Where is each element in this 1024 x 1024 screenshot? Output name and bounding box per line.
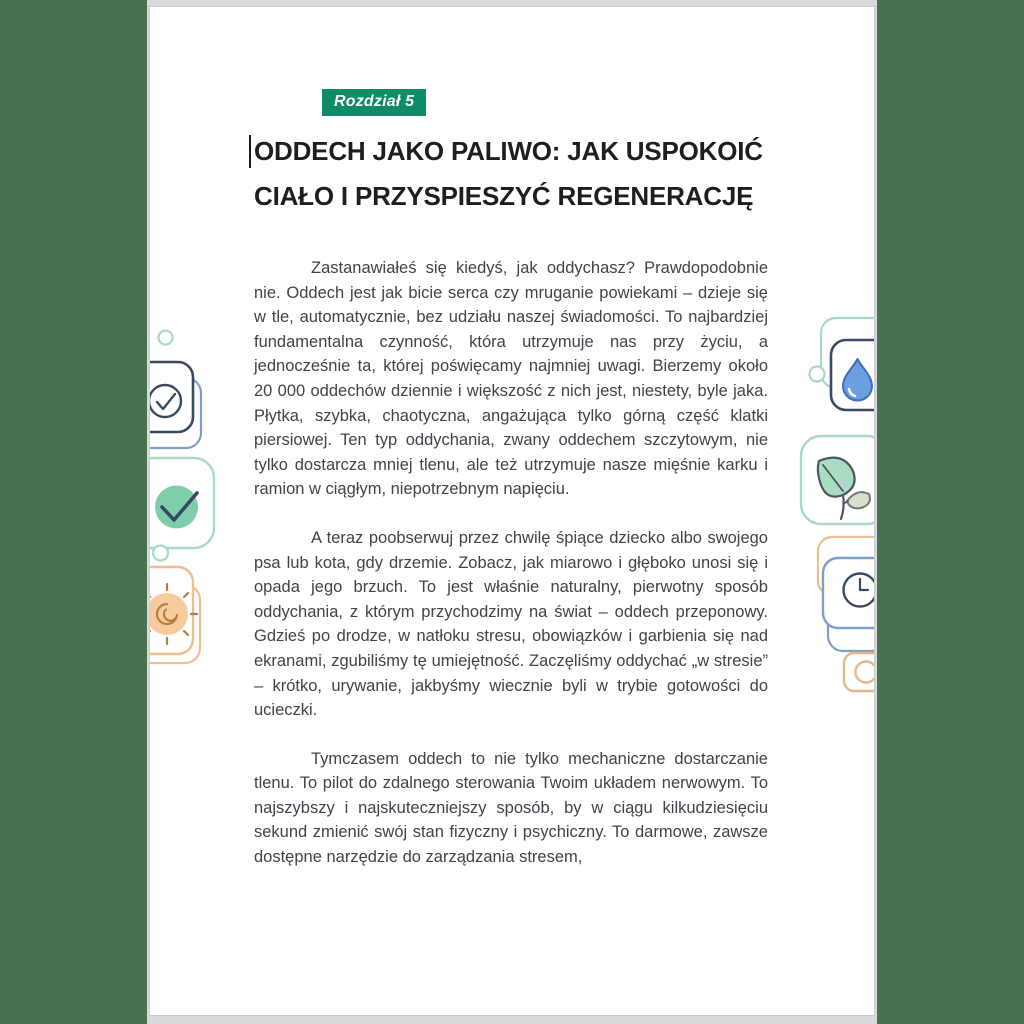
document-page[interactable] [149, 6, 875, 1016]
water-drop-icon [795, 312, 875, 427]
page-title [254, 129, 768, 219]
chapter-badge: Rozdział 5 [322, 89, 426, 116]
paragraph: Zastanawiałeś się kiedyś, jak oddychasz? Prawdopodobnie nie. Oddech jest jak bicie serca czy mruganie powiekami – dzieje się w tle, automatycznie, bez udziału naszej świadomości. To najbardziej fundamentalna czynność, która utrzymuje nas przy życiu, a jednocześnie ta, której poświęcamy najmniej uwagi. Bierzemy około 20 000 oddechów dziennie i większość z nich jest, niestety, byle jaka. Płytka, szybka, chaotyczna, angażująca tylko górną część klatki piersiowej. Ten typ oddychania, zwany oddechem szczytowym, nie tylko dostarcza mniej tlenu, ale też utrzymuje nasze mięśnie karku i ramion w ciągłym, niepotrzebnym napięciu. [254, 259, 768, 499]
check-badge-icon [149, 452, 245, 577]
check-circle-square-icon [149, 355, 235, 465]
ring-square-icon [838, 649, 875, 699]
paragraph: A teraz poobserwuj przez chwilę śpiące dziecko albo swojego psa lub kota, gdy drzemie. Zobacz, jak miarowo i głęboko unosi się i opada jego brzuch. To jest właśnie naturalny, pierwotny sposób oddychania, z którym przychodzimy na świat – oddech przeponowy. Gdzieś po drodze, w natłoku stresu, obowiązków i garbienia się nad ekranami, zgubiliśmy tę umiejętność. Zaczęliśmy oddychać „w stresie” – krótko, urywanie, jakbyśmy wiecznie byli w trybie gotowości do ucieczki. [254, 528, 768, 720]
page-title-line-2: CIAŁO I PRZYSPIESZYĆ REGENERACJĘ [254, 181, 754, 211]
sun-spiral-icon [149, 561, 245, 681]
clock-icon [795, 531, 875, 661]
leaf-icon [795, 431, 875, 536]
page-content [254, 7, 768, 894]
ring-icon [152, 324, 180, 352]
body-text [254, 256, 768, 870]
paragraph: Tymczasem oddech to nie tylko mechaniczne dostarczanie tlenu. To pilot do zdalnego sterowania Twoim układem nerwowym. To najszybszy i najskuteczniejszy sposób, by w ciągu kilkudziesięciu sekund zmienić swój stan fizyczny i psychiczny. To darmowe, zawsze dostępne narzędzie do zarządzania stresem, [254, 749, 768, 867]
document-viewer-column [147, 0, 877, 1024]
page-title-line-1: ODDECH JAKO PALIWO: JAK USPOKOIĆ [254, 136, 763, 166]
text-cursor [249, 135, 251, 168]
